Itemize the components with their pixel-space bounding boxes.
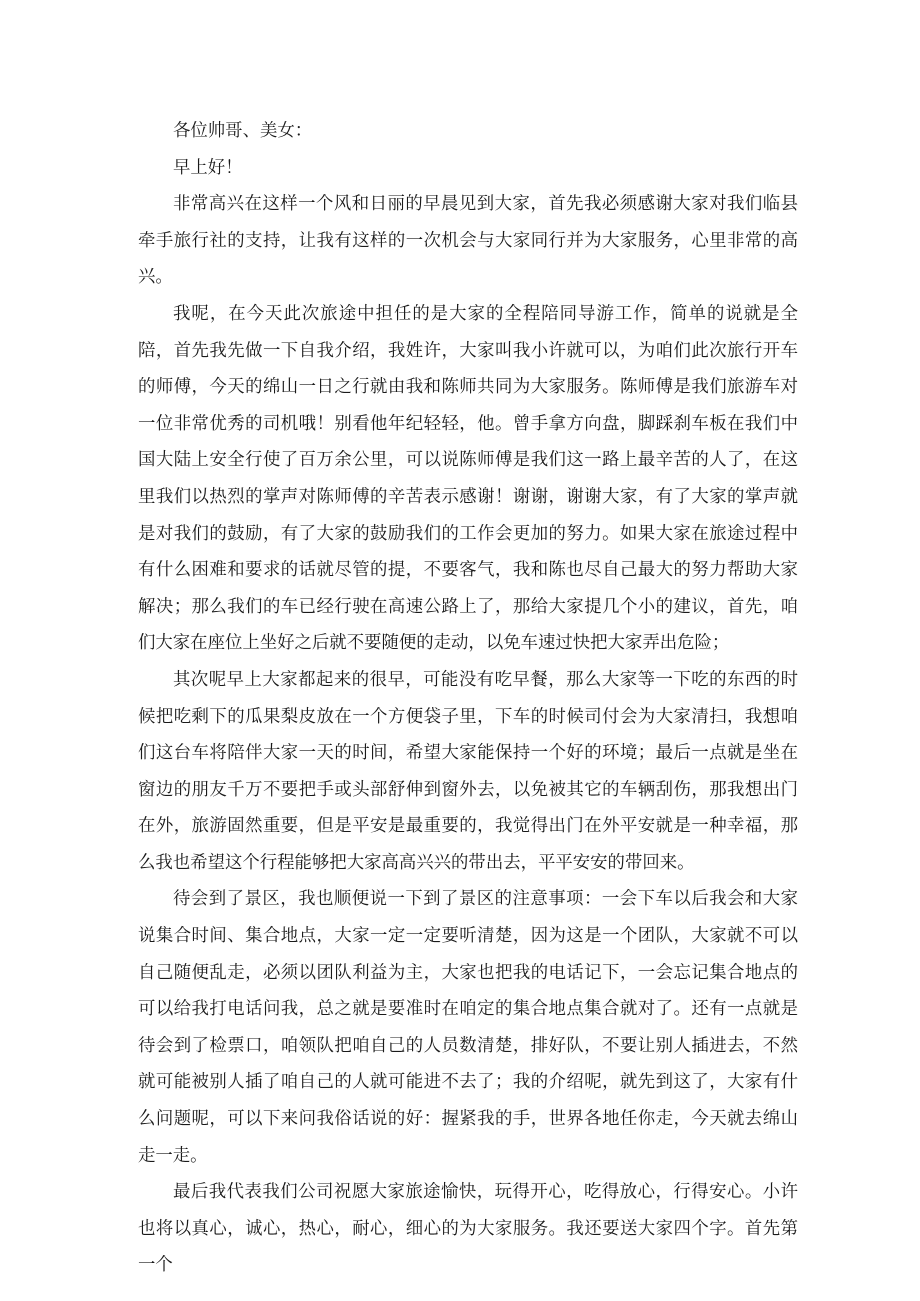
greeting-paragraph: 各位帅哥、美女： — [173, 121, 313, 141]
closing-paragraph: 最后我代表我们公司祝愿大家旅途愉快，玩得开心，吃得放心，行得安心。小许也将以真心，诚心，热心，耐心，细心的为大家服务。我还要送大家四个字。首先第一个 — [138, 1182, 798, 1276]
welcome-paragraph: 非常高兴在这样一个风和日丽的早晨见到大家，首先我必须感谢大家对我们临县牵手旅行社的支持，让我有这样的一次机会与大家同行并为大家服务，心里非常的高兴。 — [138, 194, 798, 288]
scenic-area-notes-paragraph: 待会到了景区，我也顺便说一下到了景区的注意事项：一会下车以后我会和大家说集合时间、集合地点，大家一定一定要听清楚，因为这是一个团队，大家就不可以自己随便乱走，必须以团队利益为主，大家也把我的电话记下，一会忘记集合地点的可以给我打电话问我，总之就是要准时在咱定的集合地点集合就对了。还有一点就是待会到了检票口，咱领队把咱自己的人员数清楚，排好队，不要让别人插进去，不然就可能被别人插了咱自己的人就可能进不去了；我的介绍呢，就先到这了，大家有什么问题呢，可以下来问我俗话说的好：握紧我的手，世界各地任你走，今天就去绵山走一走。 — [138, 889, 798, 1166]
good-morning-paragraph: 早上好！ — [173, 157, 243, 178]
document-body — [138, 113, 798, 1284]
reminders-paragraph: 其次呢早上大家都起来的很早，可能没有吃早餐，那么大家等一下吃的东西的时候把吃剩下的瓜果梨皮放在一个方便袋子里，下车的时候司付会为大家清扫，我想咱们这台车将陪伴大家一天的时间，希望大家能保持一个好的环境；最后一点就是坐在窗边的朋友千万不要把手或头部舒伸到窗外去，以免被其它的车辆刮伤，那我想出门在外，旅游固然重要，但是平安是最重要的，我觉得出门在外平安就是一种幸福，那么我也希望这个行程能够把大家高高兴兴的带出去，平平安安的带回来。 — [138, 669, 798, 873]
introduction-paragraph: 我呢，在今天此次旅途中担任的是大家的全程陪同导游工作，简单的说就是全陪，首先我先做一下自我介绍，我姓许，大家叫我小许就可以，为咱们此次旅行开车的师傅，今天的绵山一日之行就由我和陈师共同为大家服务。陈师傅是我们旅游车对一位非常优秀的司机哦！别看他年纪轻轻，他。曾手拿方向盘，脚踩刹车板在我们中国大陆上安全行使了百万余公里，可以说陈师傅是我们这一路上最辛苦的人了，在这里我们以热烈的掌声对陈师傅的辛苦表示感谢！谢谢，谢谢大家，有了大家的掌声就是对我们的鼓励，有了大家的鼓励我们的工作会更加的努力。如果大家在旅途过程中有什么困难和要求的话就尽管的提，不要客气，我和陈也尽自己最大的努力帮助大家解决；那么我们的车已经行驶在高速公路上了，那给大家提几个小的建议，首先，咱们大家在座位上坐好之后就不要随便的走动，以免车速过快把大家弄出危险； — [138, 303, 798, 654]
